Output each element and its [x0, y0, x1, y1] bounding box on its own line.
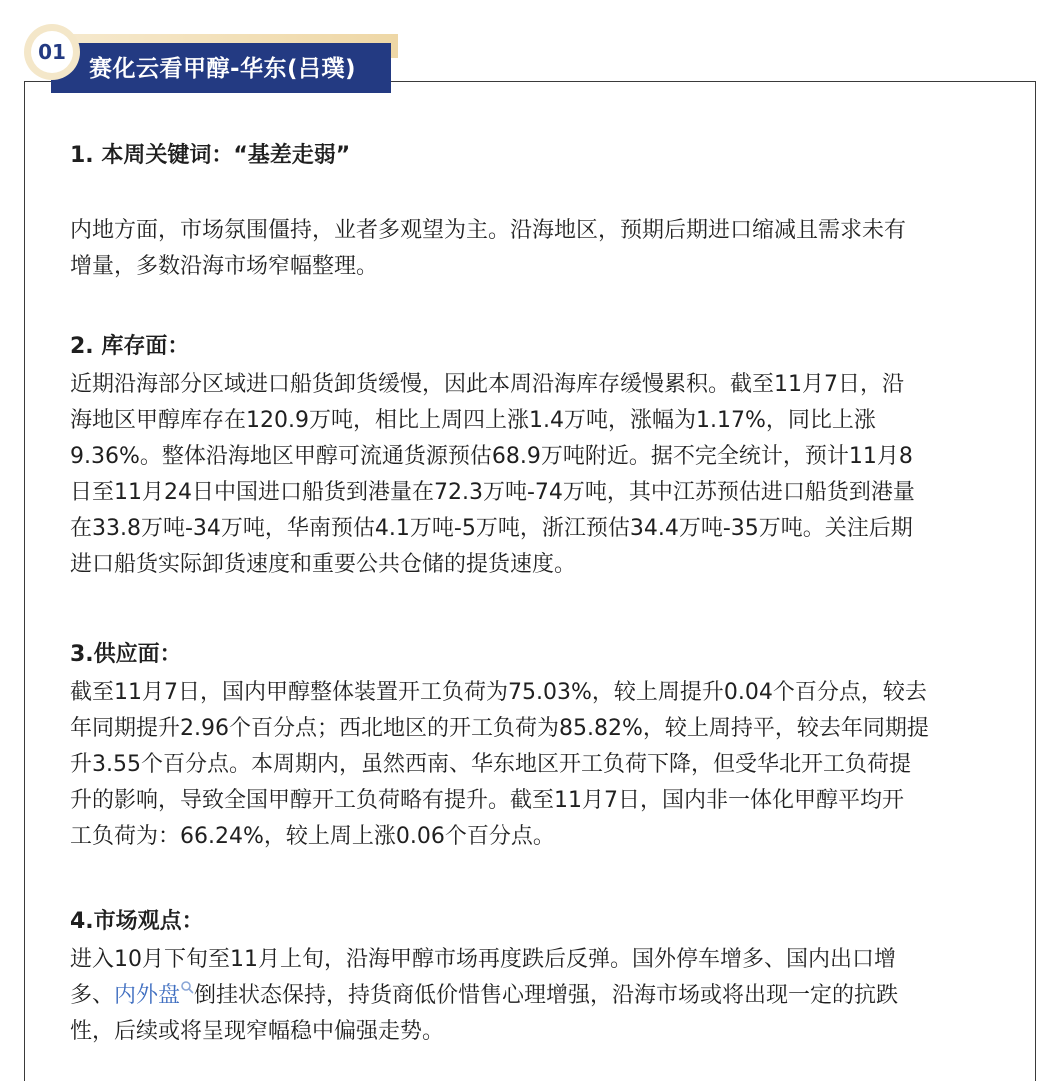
text-line: 工负荷为：66.24%，较上周上涨0.06个百分点。 — [70, 824, 555, 849]
heading-market-view: 4.市场观点： — [70, 909, 204, 934]
text-line: 近期沿海部分区域进口船货卸货缓慢，因此本周沿海库存缓慢累积。截至11月7日，沿 — [70, 372, 904, 397]
text-line: 增量，多数沿海市场窄幅整理。 — [70, 254, 379, 279]
text-line: 年同期提升2.96个百分点；西北地区的开工负荷为85.82%，较上周持平，较去年同期提 — [70, 716, 929, 741]
paragraph-inventory — [70, 367, 1000, 583]
text-line: 性，后续或将呈现窄幅稳中偏强走势。 — [70, 1019, 445, 1044]
text-line: 9.36%。整体沿海地区甲醇可流通货源预估68.9万吨附近。据不完全统计，预计11月8 — [70, 444, 913, 469]
heading-keywords: 1. 本周关键词：“基差走弱” — [70, 143, 351, 168]
text-line: 海地区甲醇库存在120.9万吨，相比上周四上涨1.4万吨，涨幅为1.17%，同比上涨 — [70, 408, 876, 433]
text-line: 进入10月下旬至11月上旬，沿海甲醇市场再度跌后反弹。国外停车增多、国内出口增 — [70, 947, 896, 972]
search-icon[interactable] — [180, 980, 194, 996]
text-line: 内地方面，市场氛围僵持，业者多观望为主。沿海地区，预期后期进口缩减且需求未有 — [70, 218, 907, 243]
heading-inventory: 2. 库存面： — [70, 334, 190, 359]
text-line: 升3.55个百分点。本周期内，虽然西南、华东地区开工负荷下降，但受华北开工负荷提 — [70, 752, 911, 777]
text-line: 日至11月24日中国进口船货到港量在72.3万吨-74万吨，其中江苏预估进口船货到港量 — [70, 480, 915, 505]
heading-supply: 3.供应面： — [70, 642, 182, 667]
number-badge: 01 — [31, 31, 73, 73]
text-fragment: 倒挂状态保持，持货商低价惜售心理增强，沿海市场或将出现一定的抗跌 — [194, 983, 899, 1008]
text-line: 进口船货实际卸货速度和重要公共仓储的提货速度。 — [70, 552, 577, 577]
keyword-link[interactable]: 内外盘 — [114, 983, 181, 1008]
text-line-with-link — [70, 978, 1000, 1014]
text-line: 升的影响，导致全国甲醇开工负荷略有提升。截至11月7日，国内非一体化甲醇平均开 — [70, 788, 904, 813]
text-line: 截至11月7日，国内甲醇整体装置开工负荷为75.03%，较上周提升0.04个百分点，较去 — [70, 680, 927, 705]
paragraph-keywords — [70, 213, 1000, 285]
paragraph-supply — [70, 675, 1000, 855]
text-fragment: 多、 — [70, 983, 115, 1008]
section-title: 赛化云看甲醇-华东(吕璞) — [89, 56, 357, 82]
text-line: 在33.8万吨-34万吨，华南预估4.1万吨-5万吨，浙江预估34.4万吨-35万吨。关注后期 — [70, 516, 913, 541]
paragraph-market-view — [70, 942, 1000, 1050]
